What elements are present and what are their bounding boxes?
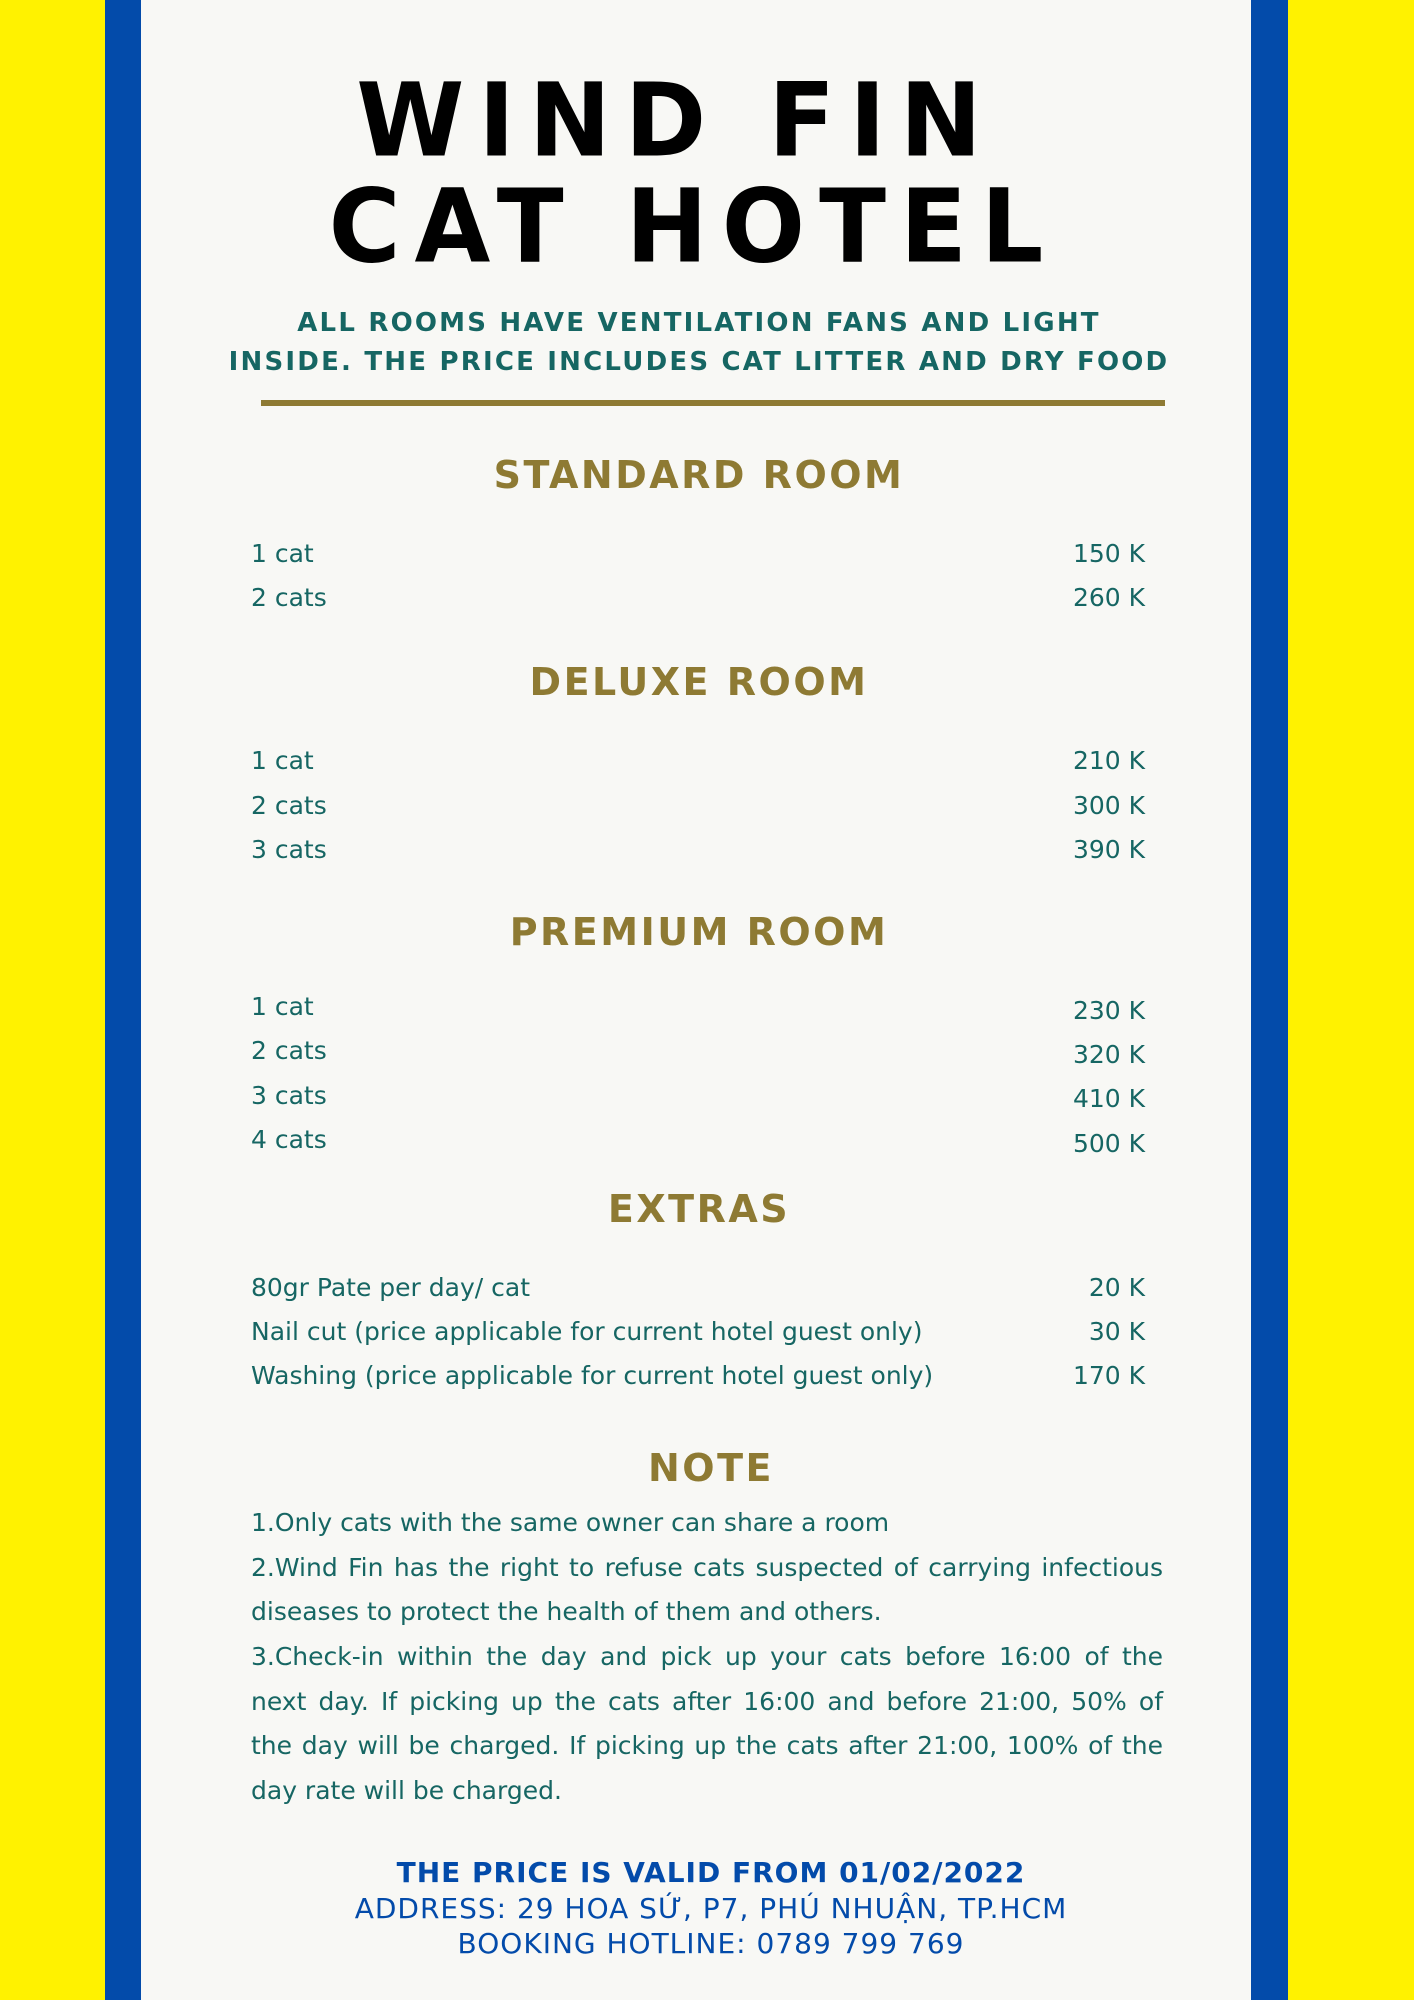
menu-sheet — [141, 0, 1251, 2000]
row-price: 170 K — [1072, 1361, 1145, 1390]
price-row — [251, 538, 1155, 570]
price-row — [251, 991, 1155, 1023]
note-heading: NOTE — [648, 1446, 774, 1490]
note-line: 1.Only cats with the same owner can share a room — [251, 1508, 890, 1537]
note-line: 2.Wind Fin has the right to refuse cats suspected of carrying infectious — [251, 1553, 1163, 1582]
price-row — [251, 1035, 1155, 1067]
row-label: 80gr Pate per day/ cat — [251, 1273, 531, 1302]
price-row — [251, 745, 1155, 777]
row-price: 20 K — [1088, 1273, 1145, 1302]
price-valid-date: THE PRICE IS VALID FROM 01/02/2022 — [396, 1856, 1026, 1889]
address: ADDRESS: 29 HOA SỨ, P7, PHÚ NHUẬN, TP.HCM — [354, 1892, 1068, 1925]
hotel-title-line1: WIND FIN — [356, 61, 996, 181]
row-price: 500 K — [1072, 1129, 1145, 1158]
booking-hotline: BOOKING HOTLINE: 0789 799 769 — [457, 1927, 965, 1960]
subtitle-line1: ALL ROOMS HAVE VENTILATION FANS AND LIGHT — [297, 308, 1101, 338]
row-price: 390 K — [1072, 835, 1145, 864]
divider — [261, 400, 1165, 406]
row-label: Washing (price applicable for current hotel guest only) — [251, 1361, 934, 1390]
row-label: 3 cats — [251, 835, 327, 864]
extras-heading: EXTRAS — [607, 1187, 791, 1231]
price-row — [251, 1124, 1155, 1156]
standard-room-heading: STANDARD ROOM — [493, 453, 905, 497]
deluxe-room-heading: DELUXE ROOM — [529, 660, 869, 704]
row-label: 1 cat — [251, 992, 314, 1021]
row-price: 30 K — [1088, 1317, 1145, 1346]
row-price: 230 K — [1072, 996, 1145, 1025]
row-label: 2 cats — [251, 1036, 327, 1065]
hotel-title-line2: CAT HOTEL — [328, 167, 1058, 287]
price-row — [251, 1272, 1155, 1304]
price-row — [251, 1360, 1155, 1392]
row-price: 300 K — [1072, 791, 1145, 820]
row-price: 320 K — [1072, 1040, 1145, 1069]
row-label: 3 cats — [251, 1081, 327, 1110]
note-line: 3.Check-in within the day and pick up your cats before 16:00 of the — [251, 1642, 1163, 1671]
row-price: 150 K — [1072, 539, 1145, 568]
row-label: 1 cat — [251, 539, 314, 568]
row-label: Nail cut (price applicable for current hotel guest only) — [251, 1317, 923, 1346]
note-line: diseases to protect the health of them and others. — [251, 1597, 882, 1626]
row-label: 4 cats — [251, 1125, 327, 1154]
price-row — [251, 834, 1155, 866]
row-label: 2 cats — [251, 791, 327, 820]
price-row — [251, 1080, 1155, 1112]
row-price: 260 K — [1072, 583, 1145, 612]
price-row — [251, 790, 1155, 822]
premium-room-heading: PREMIUM ROOM — [509, 910, 889, 954]
note-line: day rate will be charged. — [251, 1776, 562, 1805]
note-line: next day. If picking up the cats after 16:00 and before 21:00, 50% of — [251, 1687, 1163, 1716]
row-price: 210 K — [1072, 746, 1145, 775]
price-row — [251, 1316, 1155, 1348]
row-label: 2 cats — [251, 583, 327, 612]
note-line: the day will be charged. If picking up the cats after 21:00, 100% of the — [251, 1731, 1163, 1760]
row-price: 410 K — [1072, 1084, 1145, 1113]
subtitle-line2: INSIDE. THE PRICE INCLUDES CAT LITTER AND DRY FOOD — [228, 347, 1170, 377]
row-label: 1 cat — [251, 746, 314, 775]
price-row — [251, 582, 1155, 614]
